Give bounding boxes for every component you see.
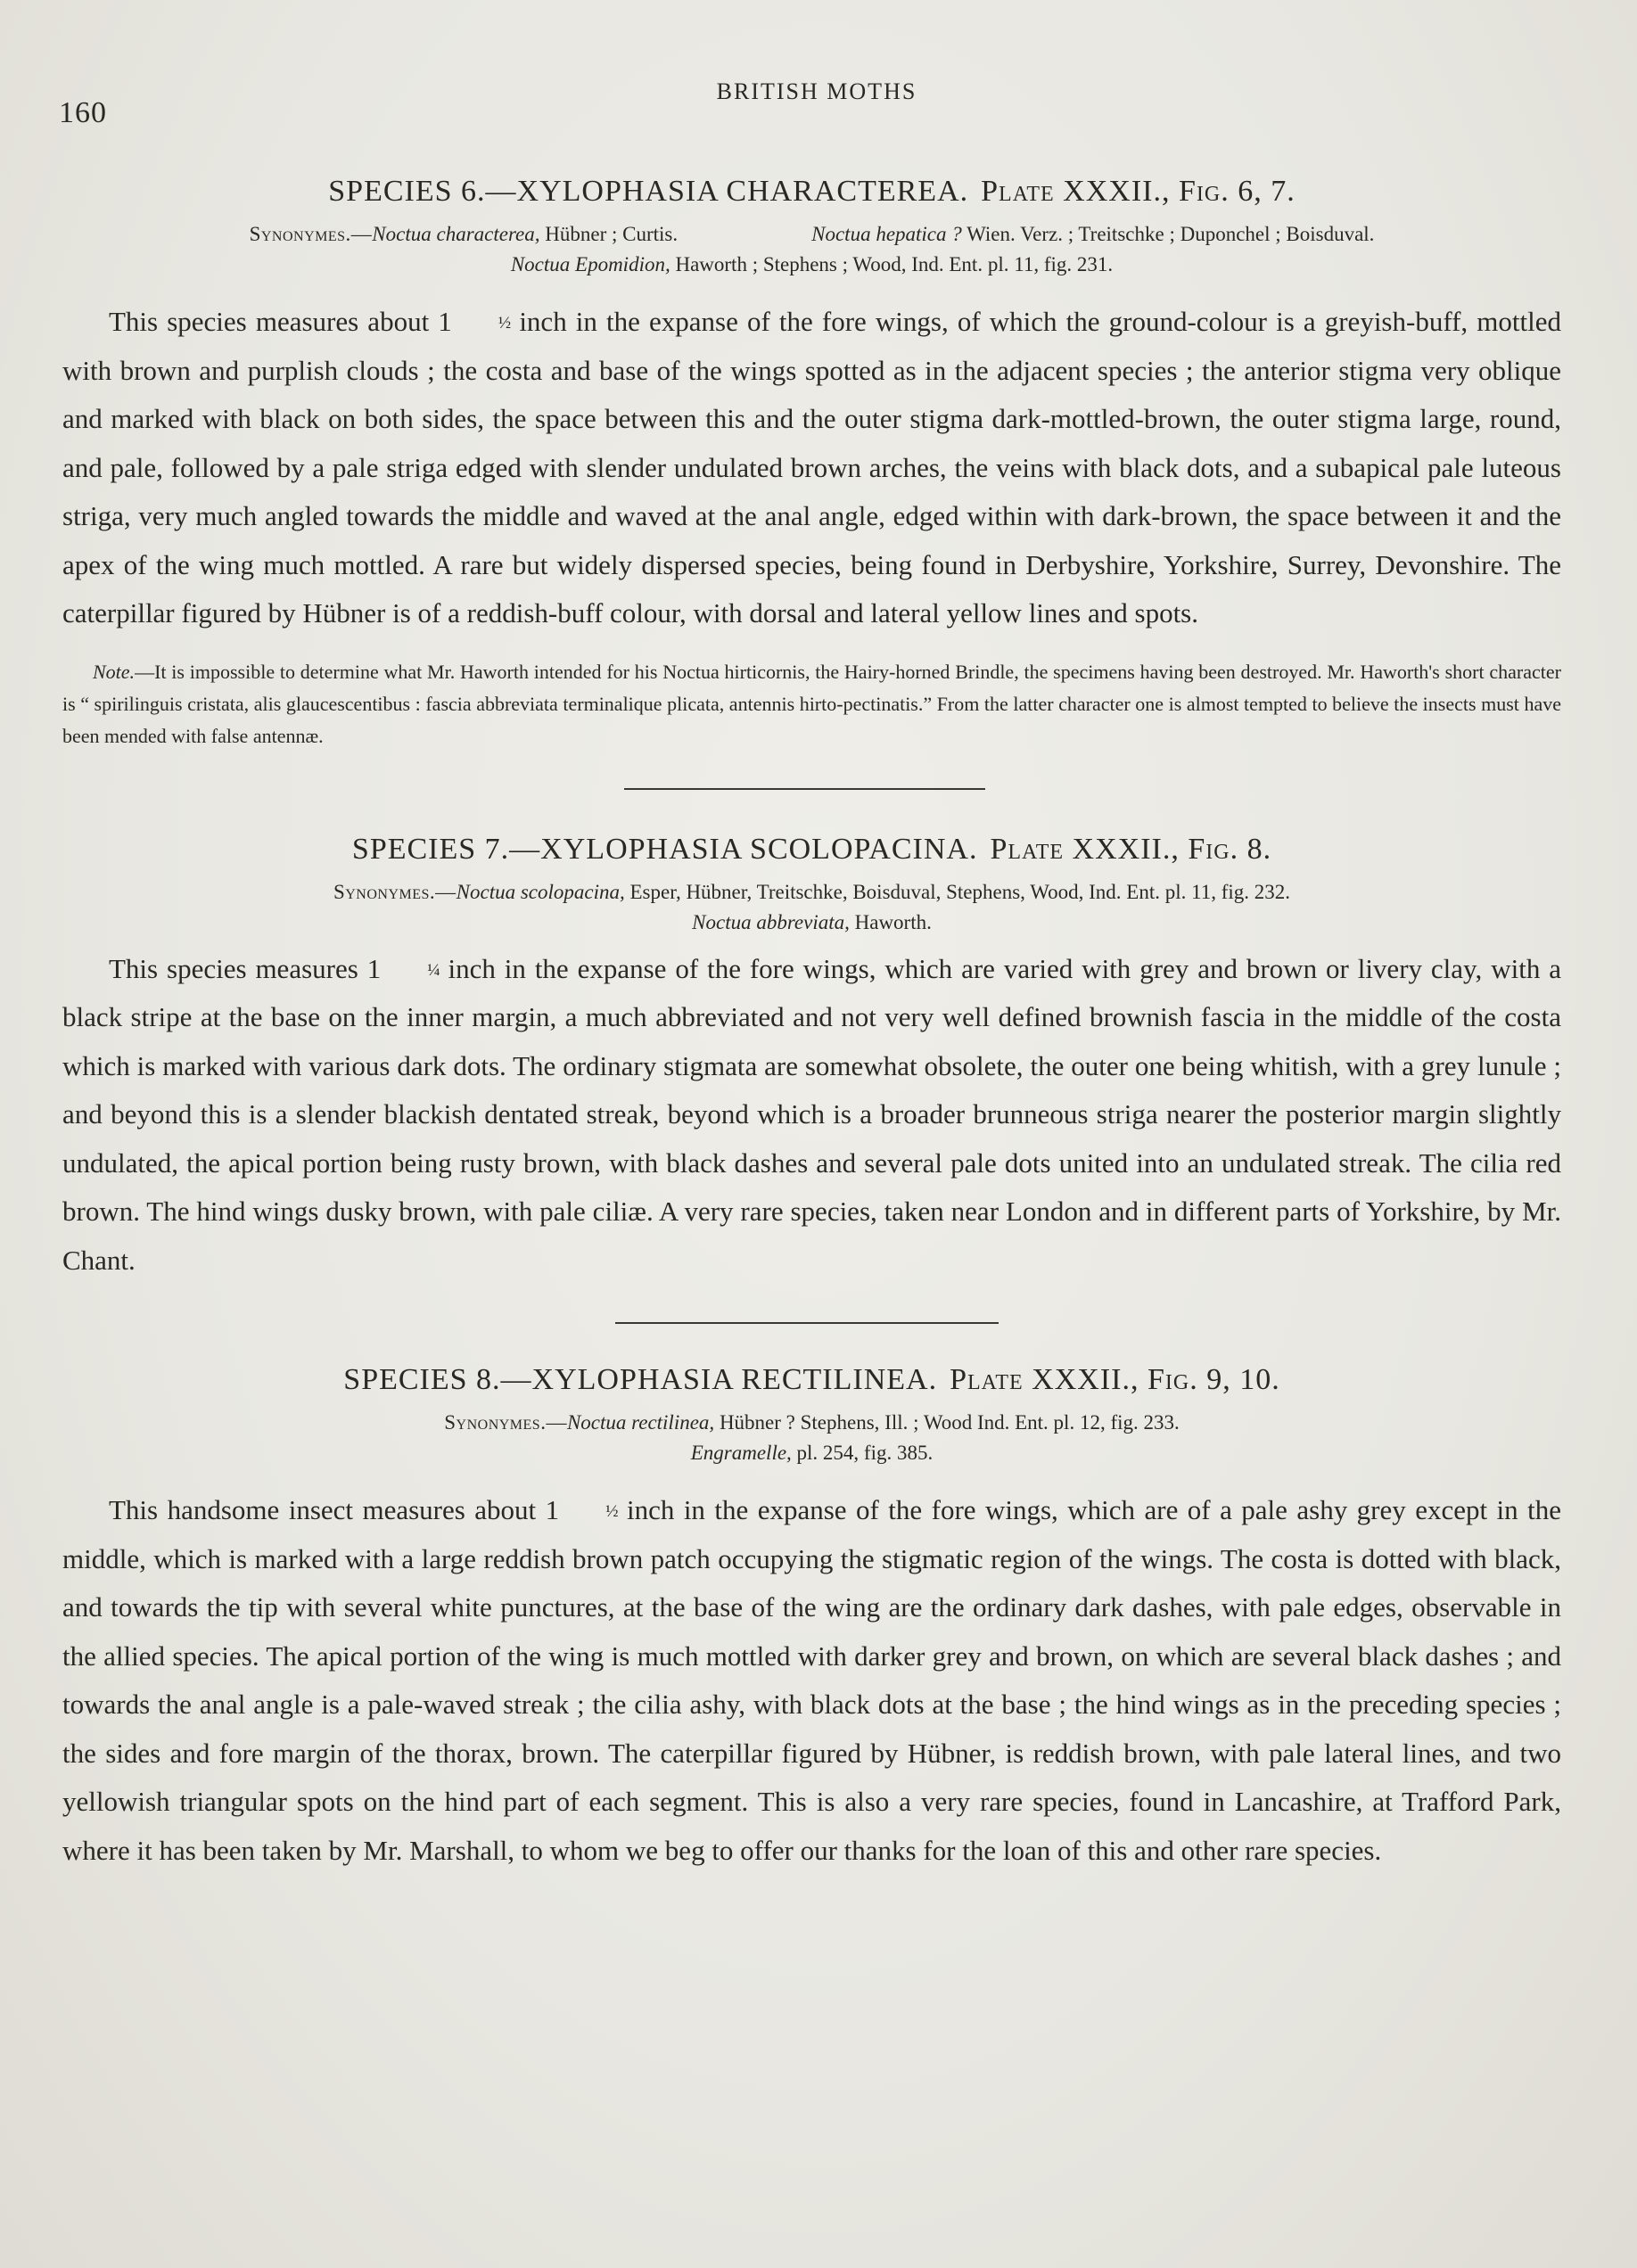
- description-rest: inch in the expanse of the fore wings, which are varied with grey and brown or livery clay, with a black stripe at the base on the inner margin, a much abbreviated and not very well defined brownish fascia in the middle of the costa which is marked with various dark dots. The ordinary stigmata are somewhat obsolete, the outer one being whitish, with a grey lunule ; and beyond this is a slender blackish dentated streak, beyond which is a broader brunneous striga nearer the posterior margin slightly undulated, the apical portion being rusty brown, with black dashes and several pale dots united into an undulated streak. The cilia red brown. The hind wings dusky brown, with pale ciliæ. A very rare species, taken near London and in different parts of Yorkshire, by Mr. Chant.: [62, 952, 1561, 1276]
- synonym-name: Noctua scolopacina,: [456, 880, 625, 903]
- note-text: —It is impossible to determine what Mr. Haworth intended for his Noctua hirticornis, the Hairy-horned Brindle, the specimens having been destroyed. Mr. Haworth's short character is “ spirilinguis cristata, alis glaucescentibus : fascia abbreviata terminalique plicata, antennis hirto-pectinatis.” From the latter character one is almost tempted to believe the insects must have been mended with false antennæ.: [62, 660, 1561, 747]
- description-rest: inch in the expanse of the fore wings, of which the ground-colour is a greyish-buff, mottled with brown and purplish clouds ; the costa and base of the wings spotted as in the adjacent species ; the anterior stigma very oblique and marked with black on both sides, the space between this and the outer stigma dark-mottled-brown, the outer stigma large, round, and pale, followed by a pale striga edged with slender undulated brown arches, the veins with black dots, and a subapical pale luteous striga, very much angled towards the middle and waved at the anal angle, edged within with dark-brown, the space between it and the apex of the wing much mottled. A rare but widely dispersed species, being found in Derbyshire, Yorkshire, Surrey, Devonshire. The caterpillar figured by Hübner is of a reddish-buff colour, with dorsal and lateral yellow lines and spots.: [62, 306, 1561, 629]
- synonyms-line: [62, 908, 1561, 938]
- species-8-plate: Plate XXXII., Fig. 9, 10.: [950, 1363, 1280, 1396]
- synonym-name: Noctua Epomidion,: [510, 253, 670, 275]
- species-7-plate: Plate XXXII., Fig. 8.: [990, 832, 1272, 866]
- synonyms-line: [62, 250, 1561, 280]
- fraction: ½: [498, 314, 511, 333]
- species-6-description: [62, 298, 1561, 638]
- synonym-name: Noctua hepatica ?: [811, 223, 962, 245]
- description-start: This handsome insect measures about 1: [109, 1494, 560, 1525]
- description-start: This species measures 1: [109, 952, 382, 984]
- running-title: BRITISH MOTHS: [716, 78, 917, 104]
- synonym-authority: pl. 254, fig. 385.: [791, 1442, 934, 1464]
- synonym-name: Noctua abbreviata,: [692, 910, 850, 933]
- synonym-authority: Hübner ? Stephens, Ill. ; Wood Ind. Ent. pl. 12, fig. 233.: [714, 1411, 1180, 1434]
- species-7-synonyms: [62, 877, 1561, 938]
- synonyms-line: [62, 1408, 1561, 1438]
- synonyms-line: [62, 219, 1561, 250]
- fraction: ¼: [427, 960, 440, 980]
- synonym-authority: Wien. Verz. ; Treitschke ; Duponchel ; Boisduval.: [961, 223, 1375, 245]
- section-divider: [624, 788, 985, 790]
- synonyms-line: [62, 1438, 1561, 1468]
- synonym-authority: Haworth ; Stephens ; Wood, Ind. Ent. pl. 11, fig. 231.: [670, 253, 1114, 275]
- species-6-plate: Plate XXXII., Fig. 6, 7.: [981, 175, 1296, 208]
- species-6-synonyms: [62, 219, 1561, 280]
- species-8-description: [62, 1486, 1561, 1875]
- running-header: [59, 78, 1575, 132]
- page-content: [62, 175, 1561, 1875]
- species-6-note: [62, 656, 1561, 752]
- note-label: Note.: [93, 660, 136, 683]
- synonyms-label: Synonymes.—: [333, 880, 457, 903]
- species-7-title: SPECIES 7.—XYLOPHASIA SCOLOPACINA.: [351, 832, 978, 866]
- species-7-section: [62, 833, 1561, 1286]
- species-6-title: SPECIES 6.—XYLOPHASIA CHARACTEREA.: [328, 175, 969, 208]
- synonyms-label: Synonymes.—: [249, 223, 373, 245]
- synonym-name: Noctua characterea,: [372, 223, 540, 245]
- synonyms-label: Synonymes.—: [444, 1411, 567, 1434]
- species-8-title: SPECIES 8.—XYLOPHASIA RECTILINEA.: [343, 1363, 938, 1396]
- species-7-heading: [62, 833, 1561, 867]
- synonyms-line: [62, 877, 1561, 908]
- synonym-authority: Esper, Hübner, Treitschke, Boisduval, Stephens, Wood, Ind. Ent. pl. 11, fig. 232.: [624, 880, 1291, 903]
- synonym-authority: Hübner ; Curtis.: [539, 223, 679, 245]
- species-8-section: [62, 1363, 1561, 1875]
- species-8-heading: [62, 1363, 1561, 1397]
- description-rest: inch in the expanse of the fore wings, which are of a pale ashy grey except in the middle, which is marked with a large reddish brown patch occupying the stigmatic region of the wings. The costa is dotted with black, and towards the tip with several white punctures, at the base of the wing are the ordinary dark dashes, with pale edges, observable in the allied species. The apical portion of the wing is much mottled with darker grey and brown, on which are several black dashes ; and towards the anal angle is a pale-waved streak ; the cilia ashy, with black dots at the base ; the hind wings as in the preceding species ; the sides and fore margin of the thorax, brown. The caterpillar figured by Hübner, is reddish brown, with pale lateral lines, and two yellowish triangular spots on the hind part of each segment. This is also a very rare species, found in Lancashire, at Trafford Park, where it has been taken by Mr. Marshall, to whom we beg to offer our thanks for the loan of this and other rare species.: [62, 1494, 1561, 1866]
- synonym-authority: Haworth.: [849, 910, 932, 933]
- description-start: This species measures about 1: [109, 306, 452, 337]
- synonym-name: Engramelle,: [690, 1442, 792, 1464]
- synonym-name: Noctua rectilinea,: [566, 1411, 715, 1434]
- section-divider: [615, 1322, 999, 1324]
- species-6-section: [62, 175, 1561, 752]
- species-7-description: [62, 945, 1561, 1286]
- fraction: ½: [605, 1502, 618, 1522]
- species-6-heading: [62, 175, 1561, 209]
- species-8-synonyms: [62, 1408, 1561, 1468]
- page-number: 160: [59, 96, 107, 129]
